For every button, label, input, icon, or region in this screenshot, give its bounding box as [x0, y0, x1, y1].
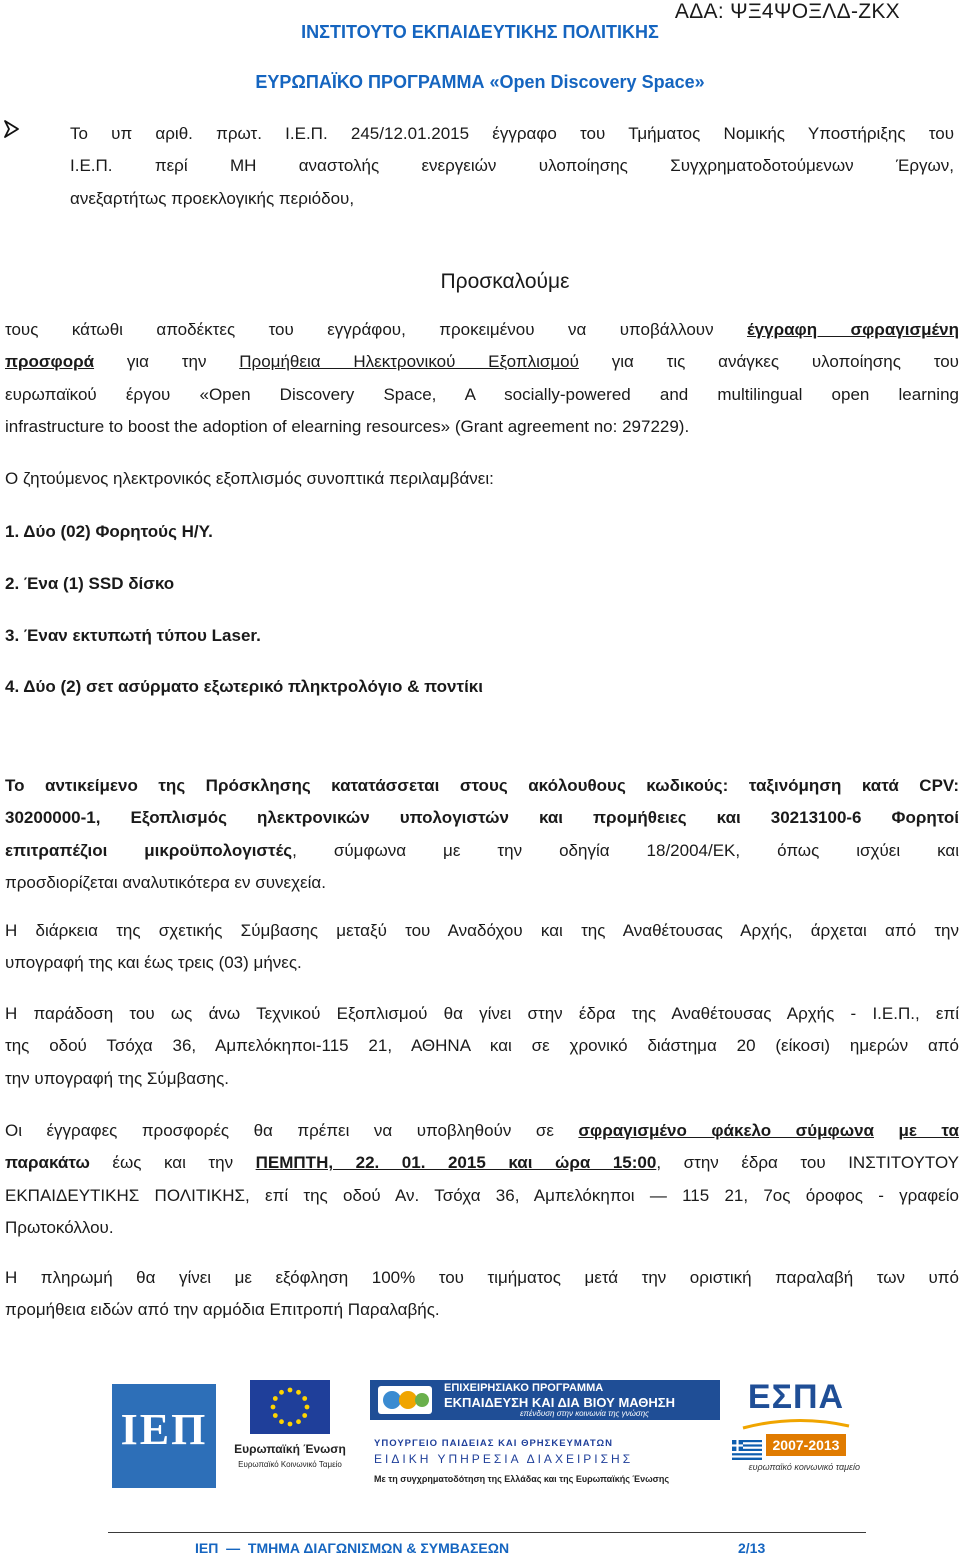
delivery-paragraph	[5, 998, 959, 1095]
duration-line-1: Η διάρκεια της σχετικής Σύμβασης μεταξύ του Αναδόχου και της Αναθέτουσας Αρχής, άρχεται από την	[5, 921, 959, 940]
invite-line-3: ευρωπαϊκού έργου «Open Discovery Space, A socially-powered and multilingual open learning	[5, 384, 959, 404]
logo-strip	[112, 1376, 860, 1508]
bullet-paragraph	[70, 118, 954, 215]
eu-flag-icon	[250, 1380, 330, 1434]
invite-line-4: infrastructure to boost the adoption of elearning resources» (Grant agreement no: 297229).	[5, 417, 690, 437]
espa-title: ΕΣΠΑ	[747, 1378, 845, 1416]
offers-line-3: ΕΚΠΑΙΔΕΥΤΙΚΗΣ ΠΟΛΙΤΙΚΗΣ, επί της οδού Αν. Τσόχα 36, Αμπελόκηποι — 115 21, 7ος όροφος - γραφείο	[5, 1185, 959, 1205]
duration-line-2: υπογραφή της και έως τρεις (03) μήνες.	[5, 953, 302, 973]
delivery-line-3: την υπογραφή της Σύμβασης.	[5, 1068, 229, 1088]
program-banner-name: ΕΚΠΑΙΔΕΥΣΗ ΚΑΙ ΔΙΑ ΒΙΟΥ ΜΑΘΗΣΗ	[444, 1395, 675, 1410]
cpv-line-1: Το αντικείμενο της Πρόσκλησης κατατάσσεται στους ακόλουθους κωδικούς: ταξινόμηση κατά CPV:	[5, 776, 959, 795]
program-banner-emblem-icon	[378, 1386, 432, 1414]
equipment-item-4: 4. Δύο (2) σετ ασύρματο εξωτερικό πληκτρολόγιο & ποντίκι	[5, 677, 484, 696]
equipment-item-2: 2. Ένα (1) SSD δίσκο	[5, 574, 175, 593]
greek-flag-icon	[732, 1440, 762, 1460]
cpv-line-3: επιτραπέζιοι μικροϋπολογιστές, σύμφωνα με την οδηγία 18/2004/ΕΚ, όπως ισχύει και	[5, 840, 959, 860]
ada-code: ΑΔΑ: ΨΞ4ΨΟΞΛΔ-ΖΚΧ	[674, 0, 900, 23]
bullet-line-2: Ι.Ε.Π. περί ΜΗ αναστολής ενεργειών υλοποίησης Συγχρηματοδοτούμενων Έργων,	[70, 156, 954, 176]
eu-logo-label: Ευρωπαϊκή Ένωση	[234, 1442, 346, 1456]
invite-line-1: τους κάτωθι αποδέκτες του εγγράφου, προκειμένου να υποβάλλουν έγγραφη σφραγισμένη	[5, 320, 959, 339]
iep-logo	[112, 1384, 216, 1488]
service-label: ΕΙΔΙΚΗ ΥΠΗΡΕΣΙΑ ΔΙΑΧΕΙΡΙΣΗΣ	[374, 1452, 634, 1466]
duration-paragraph	[5, 915, 959, 980]
offers-line-1: Οι έγγραφες προσφορές θα πρέπει να υποβληθούν σε σφραγισμένο φάκελο σύμφωνα με τα	[5, 1121, 959, 1140]
cpv-paragraph	[5, 770, 959, 900]
espa-motto: ευρωπαϊκό κοινωνικό ταμείο	[748, 1462, 860, 1472]
equipment-intro: Ο ζητούμενος ηλεκτρονικός εξοπλισμός συνοπτικά περιλαμβάνει:	[5, 469, 494, 488]
ministry-label: ΥΠΟΥΡΓΕΙΟ ΠΑΙΔΕΙΑΣ ΚΑΙ ΘΡΗΣΚΕΥΜΑΤΩΝ	[374, 1438, 613, 1449]
invite-line-2: προσφορά για την Προμήθεια Ηλεκτρονικού Εξοπλισμού για τις ανάγκες υλοποίησης του	[5, 352, 959, 372]
payment-paragraph	[5, 1262, 959, 1327]
equipment-item-1: 1. Δύο (02) Φορητούς Η/Υ.	[5, 522, 213, 541]
cofund-label: Με τη συγχρηματοδότηση της Ελλάδας και της Ευρωπαϊκής Ένωσης	[374, 1474, 670, 1484]
eu-logo-sublabel: Ευρωπαϊκό Κοινωνικό Ταμείο	[238, 1460, 342, 1469]
espa-years: 2007-2013	[766, 1434, 846, 1456]
program-banner	[370, 1380, 720, 1420]
payment-line-2: προμήθεια ειδών από την αρμόδια Επιτροπή Παραλαβής.	[5, 1300, 440, 1320]
program-banner-motto: επένδυση στην κοινωνία της γνώσης	[520, 1409, 650, 1418]
bullet-arrow-icon	[2, 119, 22, 145]
footer-department: ΙΕΠ — ΤΜΗΜΑ ΔΙΑΓΩΝΙΣΜΩΝ & ΣΥΜΒΑΣΕΩΝ	[195, 1540, 510, 1556]
footer-divider	[108, 1532, 866, 1533]
program-header: ΕΥΡΩΠΑΪΚΟ ΠΡΟΓΡΑΜΜΑ «Open Discovery Space»	[255, 72, 705, 92]
bullet-line-3: ανεξαρτήτως προεκλογικής περιόδου,	[70, 188, 355, 208]
delivery-line-1: Η παράδοση του ως άνω Τεχνικού Εξοπλισμού θα γίνει στην έδρα της Αναθέτουσας Αρχής - Ι.Ε.Π., επί	[5, 1004, 959, 1023]
equipment-item-3: 3. Έναν εκτυπωτή τύπου Laser.	[5, 626, 261, 645]
cpv-line-2: 30200000-1, Εξοπλισμός ηλεκτρονικών υπολογιστών και προμήθειες και 30213100-6 Φορητοί	[5, 808, 959, 828]
cpv-line-4: προσδιορίζεται αναλυτικότερα εν συνεχεία.	[5, 873, 326, 893]
institute-header: ΙΝΣΤΙΤΟΥΤΟ ΕΚΠΑΙΔΕΥΤΙΚΗΣ ΠΟΛΙΤΙΚΗΣ	[301, 22, 659, 42]
espa-mark	[732, 1378, 860, 1436]
offers-line-4: Πρωτοκόλλου.	[5, 1218, 114, 1238]
espa-swoosh-icon	[741, 1418, 851, 1432]
delivery-line-2: της οδού Τσόχα 36, Αμπελόκηποι-115 21, ΑΘΗΝΑ και σε χρονικό διάστημα 20 (είκοσι) ημερών από	[5, 1036, 959, 1056]
program-banner-top: ΕΠΙΧΕΙΡΗΣΙΑΚΟ ΠΡΟΓΡΑΜΜΑ	[444, 1382, 604, 1394]
offers-paragraph	[5, 1115, 959, 1245]
bullet-line-1: Το υπ αριθ. πρωτ. Ι.Ε.Π. 245/12.01.2015 έγγραφο του Τμήματος Νομικής Υποστήριξης του	[70, 124, 954, 143]
invitation-paragraph	[5, 314, 959, 444]
page-title: Προσκαλούμε	[440, 270, 570, 293]
offers-line-2: παρακάτω έως και την ΠΕΜΠΤΗ, 22. 01. 2015 και ώρα 15:00, στην έδρα του ΙΝΣΤΙΤΟΥΤΟΥ	[5, 1153, 959, 1173]
payment-line-1: Η πληρωμή θα γίνει με εξόφληση 100% του τιμήματος μετά την οριστική παραλαβή των υπό	[5, 1268, 959, 1287]
iep-logo-text: ΙΕΠ	[120, 1405, 208, 1454]
espa-logo	[732, 1376, 860, 1476]
eu-logo	[230, 1376, 350, 1508]
footer-page-number: 2/13	[738, 1540, 766, 1556]
